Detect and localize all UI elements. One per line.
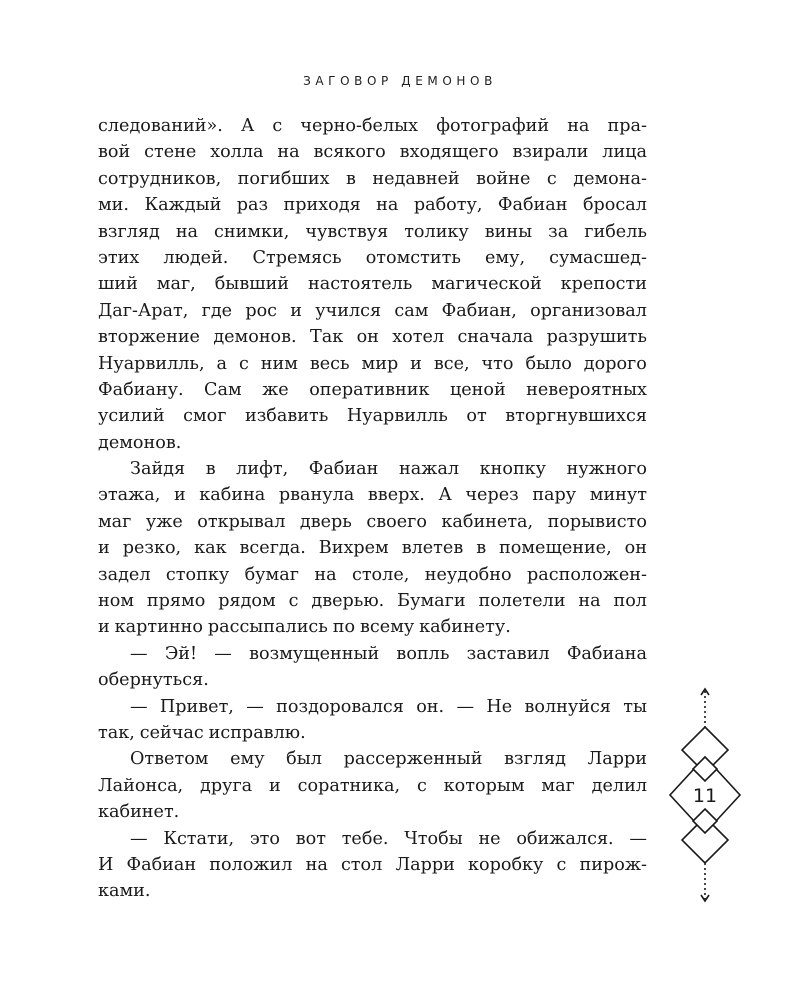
- text-line: [98, 509, 647, 535]
- word: и: [290, 300, 303, 321]
- word: рос: [245, 300, 278, 321]
- word: соратника,: [297, 775, 401, 796]
- word: а: [216, 353, 228, 374]
- text-line: [98, 245, 647, 271]
- word: ним: [260, 353, 298, 374]
- word: лица: [602, 142, 647, 163]
- word: ном: [98, 591, 135, 612]
- word: делил: [591, 775, 647, 796]
- word: маг: [541, 775, 575, 796]
- word: организовал: [530, 300, 647, 321]
- text-line: [98, 588, 647, 614]
- word: это: [249, 828, 280, 849]
- word: Нуарвилль,: [98, 353, 205, 374]
- word: сам: [394, 300, 429, 321]
- word: взирали: [512, 142, 589, 163]
- word: ценой: [449, 379, 506, 400]
- text-line: [98, 667, 647, 693]
- text-line: [98, 219, 647, 245]
- word: кабинета,: [441, 511, 534, 532]
- text-line: [98, 720, 647, 746]
- word: этих: [98, 247, 140, 268]
- word: волнуйся: [524, 696, 611, 717]
- word: ший: [98, 274, 138, 295]
- word: расположен-: [526, 564, 647, 585]
- word: Фабиан: [308, 459, 379, 480]
- word: положил: [209, 854, 293, 875]
- text-line: [98, 351, 647, 377]
- word: задел: [98, 564, 151, 585]
- word: друга: [200, 775, 253, 796]
- word: на: [277, 142, 300, 163]
- word: Сам: [204, 379, 242, 400]
- text-line: [98, 192, 647, 218]
- word: этажа,: [98, 485, 161, 506]
- word: и: [410, 353, 422, 374]
- word: усилий: [98, 406, 165, 427]
- word: на: [314, 564, 337, 585]
- word: Эй!: [164, 643, 198, 664]
- text-line: [98, 139, 647, 165]
- word: вины: [484, 221, 533, 242]
- word: ему: [230, 749, 265, 770]
- word: поздоровался: [276, 696, 404, 717]
- word: демонов.: [213, 327, 297, 348]
- word: Так: [310, 327, 344, 348]
- word: прямо: [146, 591, 206, 612]
- text-line: [98, 535, 647, 561]
- word: сейчас: [139, 722, 204, 743]
- word: разрушить: [546, 327, 647, 348]
- word: вопль: [396, 643, 450, 664]
- word: маг,: [156, 274, 196, 295]
- word: и: [269, 775, 281, 796]
- text-line: [98, 166, 647, 192]
- word: с: [288, 591, 299, 612]
- word: Чтобы: [404, 828, 463, 849]
- word: Фабиану.: [98, 379, 184, 400]
- word: —: [456, 696, 475, 717]
- word: крепости: [560, 274, 647, 295]
- word: которым: [443, 775, 525, 796]
- word: картинно: [114, 617, 203, 638]
- word: пол: [613, 591, 647, 612]
- word: взгляд: [504, 749, 566, 770]
- word: кабинет.: [98, 802, 180, 823]
- text-line: [98, 403, 647, 429]
- word: ему,: [485, 247, 526, 268]
- word: и: [98, 617, 110, 638]
- word: так,: [98, 722, 135, 743]
- word: в: [476, 538, 487, 559]
- word: Вихрем: [318, 538, 389, 559]
- text-line: [98, 826, 647, 852]
- word: дверью.: [311, 591, 385, 612]
- word: по: [332, 617, 356, 638]
- word: фотографий: [436, 116, 550, 136]
- word: тебе.: [341, 828, 389, 849]
- word: избавить: [244, 406, 329, 427]
- page-number: 11: [692, 785, 718, 807]
- word: погибших: [237, 168, 330, 189]
- word: влетев: [401, 538, 464, 559]
- word: пирож-: [579, 854, 647, 875]
- text-line: [98, 746, 647, 772]
- word: заставил: [466, 643, 550, 664]
- word: на: [305, 854, 328, 875]
- word: —: [130, 828, 148, 849]
- word: сумасшед-: [549, 247, 647, 268]
- word: он.: [416, 696, 445, 717]
- word: черно-белых: [300, 116, 419, 136]
- running-head: ЗАГОВОР ДЕМОНОВ: [303, 74, 497, 88]
- text-line: [98, 324, 647, 350]
- word: демона-: [573, 168, 647, 189]
- word: кабинету.: [419, 617, 511, 638]
- text-line: [98, 271, 647, 297]
- text-line: [98, 456, 647, 482]
- text-line: [98, 430, 647, 456]
- word: кабина: [199, 485, 266, 506]
- word: с: [556, 854, 567, 875]
- word: Даг-Арат,: [98, 300, 189, 321]
- text-line: [98, 562, 647, 588]
- word: недавней: [372, 168, 460, 189]
- word: рядом: [218, 591, 276, 612]
- word: что: [481, 353, 514, 374]
- word: ми.: [98, 195, 130, 216]
- word: сначала: [457, 327, 534, 348]
- word: вторжение: [98, 327, 200, 348]
- word: всякого: [313, 142, 386, 163]
- word: в: [345, 168, 356, 189]
- word: стене: [144, 142, 197, 163]
- word: как: [194, 538, 227, 559]
- word: А: [438, 485, 452, 506]
- word: все,: [433, 353, 470, 374]
- word: следований».: [98, 116, 223, 136]
- word: где: [201, 300, 233, 321]
- word: входящего: [399, 142, 499, 163]
- word: настоятель: [307, 274, 413, 295]
- word: с: [272, 116, 283, 136]
- word: отомстить: [365, 247, 461, 268]
- word: на: [175, 221, 199, 242]
- word: рассыпались: [207, 617, 328, 638]
- word: кнопку: [479, 459, 547, 480]
- word: уже: [145, 511, 183, 532]
- word: неудобно: [424, 564, 512, 585]
- word: Бумаги: [397, 591, 466, 612]
- word: Фабиан: [126, 854, 197, 875]
- word: ками.: [98, 881, 151, 902]
- word: невероятных: [526, 379, 647, 400]
- word: магической: [431, 274, 542, 295]
- word: дорого: [583, 353, 647, 374]
- word: лифт,: [236, 459, 289, 480]
- word: обернуться.: [98, 670, 209, 691]
- word: мир: [361, 353, 399, 374]
- word: Фабиан: [497, 195, 568, 216]
- word: с: [416, 775, 427, 796]
- word: ты: [623, 696, 647, 717]
- word: и: [98, 538, 110, 559]
- word: на: [578, 591, 601, 612]
- text-line: [98, 773, 647, 799]
- word: войне: [476, 168, 531, 189]
- word: Ларри: [395, 854, 455, 875]
- word: Нуарвилль: [346, 406, 448, 427]
- word: минут: [589, 485, 647, 506]
- text-line: [98, 694, 647, 720]
- word: А: [240, 116, 255, 136]
- word: помещение,: [499, 538, 612, 559]
- word: на: [567, 116, 590, 136]
- word: Каждый: [144, 195, 222, 216]
- word: всему: [360, 617, 415, 638]
- body-text: [98, 113, 647, 905]
- word: Фабиана: [566, 643, 647, 664]
- word: открывал: [197, 511, 286, 532]
- word: оперативник: [309, 379, 430, 400]
- word: вторгнувшихся: [505, 406, 647, 427]
- word: холла: [210, 142, 264, 163]
- word: дверь: [299, 511, 352, 532]
- word: исправлю.: [208, 722, 306, 743]
- word: —: [629, 828, 647, 849]
- word: же: [262, 379, 289, 400]
- word: демонов.: [98, 432, 182, 453]
- word: всегда.: [239, 538, 306, 559]
- word: снимки,: [214, 221, 290, 242]
- text-line: [98, 482, 647, 508]
- word: нужного: [566, 459, 647, 480]
- word: столе,: [351, 564, 410, 585]
- word: —: [214, 643, 232, 664]
- word: Привет,: [159, 696, 234, 717]
- word: своего: [366, 511, 427, 532]
- word: работу,: [413, 195, 483, 216]
- word: возмущенный: [249, 643, 380, 664]
- word: смог: [183, 406, 227, 427]
- text-line: [98, 799, 647, 825]
- word: был: [286, 749, 322, 770]
- word: —: [246, 696, 264, 717]
- text-line: [98, 878, 647, 904]
- word: толику: [404, 221, 469, 242]
- word: чувствуя: [305, 221, 389, 242]
- word: маг: [98, 511, 132, 532]
- word: коробку: [468, 854, 544, 875]
- word: он: [624, 538, 647, 559]
- word: бывший: [214, 274, 290, 295]
- text-line: [98, 113, 647, 139]
- word: раз: [236, 195, 269, 216]
- word: учился: [315, 300, 382, 321]
- word: через: [465, 485, 519, 506]
- word: бросал: [582, 195, 647, 216]
- word: рассерженный: [343, 749, 483, 770]
- word: не: [478, 828, 501, 849]
- text-line: [98, 614, 647, 640]
- text-line: [98, 641, 647, 667]
- word: за: [548, 221, 569, 242]
- word: Не: [486, 696, 513, 717]
- text-line: [98, 377, 647, 403]
- word: вой: [98, 142, 131, 163]
- word: Фабиан,: [441, 300, 517, 321]
- word: бумаг: [244, 564, 299, 585]
- word: резко,: [122, 538, 182, 559]
- word: Ответом: [130, 749, 209, 770]
- word: —: [130, 696, 148, 717]
- word: взгляд: [98, 221, 160, 242]
- word: стопку: [165, 564, 230, 585]
- word: Лайонса,: [98, 775, 184, 796]
- word: стол: [340, 854, 383, 875]
- word: с: [546, 168, 557, 189]
- word: нажал: [398, 459, 460, 480]
- word: Зайдя: [130, 459, 186, 480]
- word: И: [98, 854, 114, 875]
- text-line: [98, 852, 647, 878]
- word: весь: [309, 353, 350, 374]
- word: он: [356, 327, 379, 348]
- word: было: [525, 353, 572, 374]
- word: порывисто: [547, 511, 647, 532]
- word: полетели: [478, 591, 566, 612]
- word: вверх.: [367, 485, 425, 506]
- word: Кстати,: [163, 828, 235, 849]
- word: Стремясь: [252, 247, 342, 268]
- word: от: [466, 406, 487, 427]
- word: в: [205, 459, 216, 480]
- word: сотрудников,: [98, 168, 222, 189]
- word: пра-: [607, 116, 647, 136]
- word: на: [376, 195, 399, 216]
- text-line: [98, 298, 647, 324]
- word: —: [130, 643, 148, 664]
- word: вот: [295, 828, 326, 849]
- word: обижался.: [516, 828, 614, 849]
- word: рванула: [278, 485, 355, 506]
- word: пару: [532, 485, 577, 506]
- word: людей.: [163, 247, 229, 268]
- word: с: [238, 353, 249, 374]
- word: Ларри: [587, 749, 647, 770]
- word: и: [173, 485, 186, 506]
- word: приходя: [283, 195, 361, 216]
- word: хотел: [392, 327, 445, 348]
- word: гибель: [584, 221, 647, 242]
